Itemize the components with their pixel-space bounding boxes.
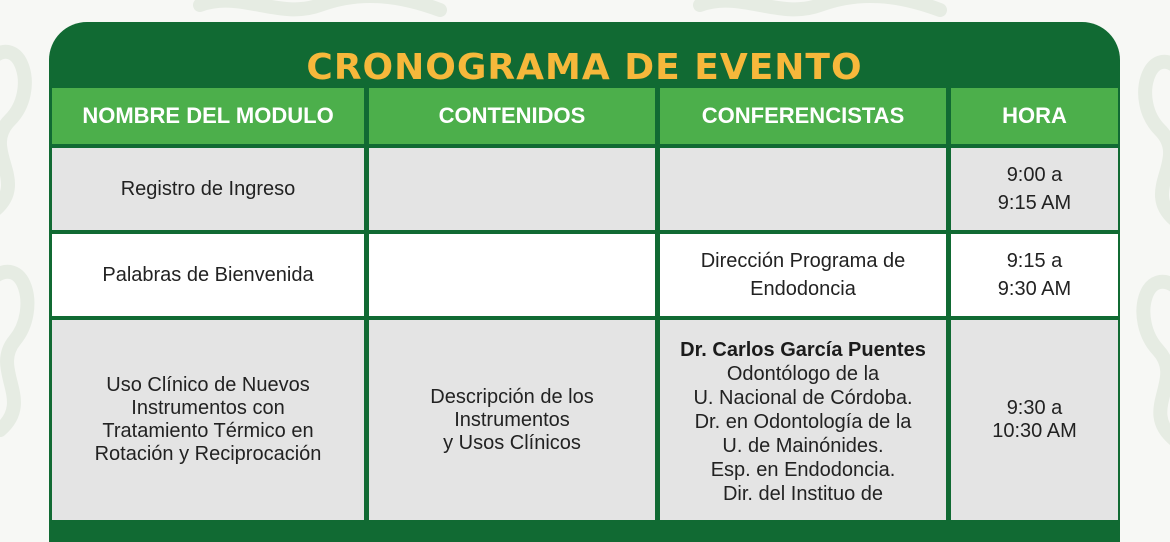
table-cell-module — [52, 148, 364, 230]
module-text-block — [95, 374, 322, 466]
schedule-panel — [49, 22, 1120, 542]
speaker-line: Dr. en Odontología de la — [694, 411, 912, 433]
speaker-line: Dir. del Instituo de — [722, 483, 884, 505]
speaker-name: Dr. Carlos García Puentes — [680, 339, 926, 361]
header-time: HORA — [951, 88, 1118, 144]
module-line: Instrumentos con — [131, 397, 285, 419]
table-cell-time — [951, 148, 1118, 230]
table-cell-speakers — [660, 148, 946, 230]
time-line: 9:30 AM — [997, 278, 1072, 300]
table-cell-module — [52, 234, 364, 316]
table-cell-time — [951, 320, 1118, 520]
contents-line: Descripción de los — [430, 385, 594, 408]
time-text-block — [992, 397, 1077, 443]
module-line: Tratamiento Térmico en — [102, 420, 314, 442]
module-text: Registro de Ingreso — [120, 178, 296, 200]
speaker-line: U. de Mainónides. — [722, 435, 884, 457]
contents-line: y Usos Clínicos — [443, 431, 581, 454]
speaker-line: Esp. en Endodoncia. — [710, 459, 896, 481]
module-line: Uso Clínico de Nuevos — [106, 374, 310, 396]
table-cell-speakers — [660, 234, 946, 316]
time-line: 9:30 a — [1006, 397, 1063, 419]
time-line: 9:00 a — [1006, 164, 1063, 186]
time-line: 10:30 AM — [992, 420, 1077, 442]
table-cell-contents — [369, 320, 655, 520]
table-cell-speakers — [660, 320, 946, 520]
speaker-line: Odontólogo de la — [726, 363, 880, 385]
table-cell-contents — [369, 148, 655, 230]
module-line: Rotación y Reciprocación — [94, 443, 322, 465]
module-text: Palabras de Bienvenida — [102, 264, 314, 286]
contents-line: Instrumentos — [454, 408, 570, 431]
table-cell-module — [52, 320, 364, 520]
header-speakers: CONFERENCISTAS — [660, 88, 946, 144]
contents-text-block — [430, 386, 593, 455]
schedule-title: CRONOGRAMA DE EVENTO — [306, 47, 863, 88]
header-module: NOMBRE DEL MODULO — [52, 88, 364, 144]
speaker-line: Endodoncia — [750, 278, 856, 300]
table-cell-time — [951, 234, 1118, 316]
schedule-table — [52, 88, 1118, 520]
table-cell-contents — [369, 234, 655, 316]
header-contents: CONTENIDOS — [369, 88, 655, 144]
speaker-line: Dirección Programa de — [700, 250, 906, 272]
time-line: 9:15 AM — [997, 192, 1072, 214]
speaker-line: U. Nacional de Córdoba. — [693, 387, 913, 409]
time-line: 9:15 a — [1006, 250, 1063, 272]
